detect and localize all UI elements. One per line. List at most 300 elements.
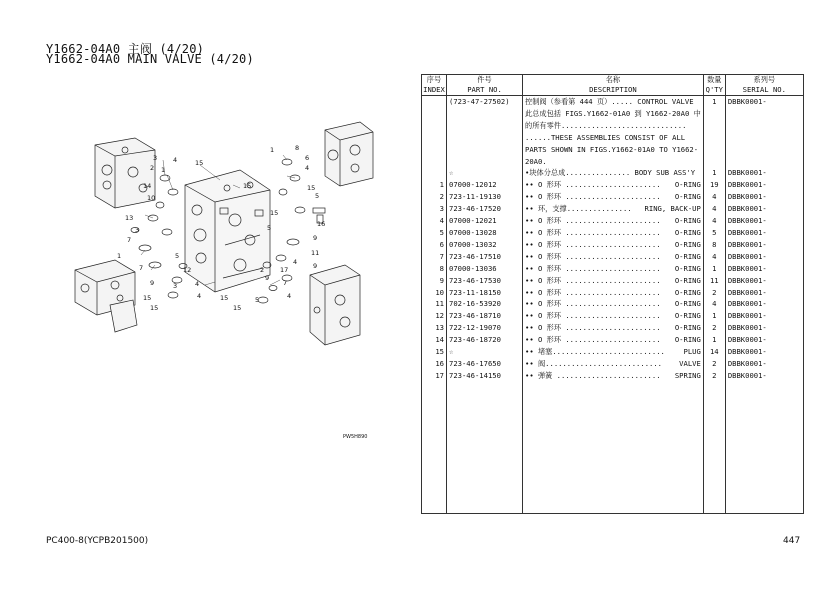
cell-index [422,394,447,406]
table-row [422,239,804,251]
cell-qty [703,489,725,501]
cell-description [523,501,704,513]
col-header-index: 序号 INDEX [423,75,445,94]
svg-text:12: 12 [183,266,192,274]
cell-part-no [447,441,523,453]
cell-qty: 2 [703,287,725,299]
cell-part-no: 723-46-18710 [447,310,523,322]
description-text: •• O 形环 ...................... [525,216,661,226]
cell-index [422,453,447,465]
description-text: 此总成包括 FIGS.Y1662-01A0 到 Y1662-20A0 中 [525,108,701,118]
table-header-row [422,75,804,96]
table-row [422,179,804,191]
svg-text:4: 4 [195,280,200,288]
cell-index: 15 [422,346,447,358]
cell-qty [703,441,725,453]
exploded-parts-diagram [55,100,375,460]
svg-text:14: 14 [143,182,152,190]
table-row [422,382,804,394]
col-header-qty: 数量 Q'TY [703,75,725,96]
description-english: O-RING [674,227,701,237]
description-text: •• 阀........................... [525,358,663,368]
cell-description [523,263,704,275]
cell-part-no: 722-12-19070 [447,322,523,334]
cell-serial-no [725,441,803,453]
cell-description [523,358,704,370]
cell-description [523,394,704,406]
svg-text:4: 4 [287,292,292,300]
cell-serial-no [725,406,803,418]
description-text: •• O 形环 ...................... [525,335,661,345]
cell-part-no: 723-46-18720 [447,334,523,346]
cell-serial-no [725,465,803,477]
table-row [422,346,804,358]
cell-description [523,132,704,144]
cell-part-no [447,156,523,168]
svg-text:3: 3 [153,154,158,162]
cell-index [422,156,447,168]
cell-qty: 1 [703,310,725,322]
svg-text:16: 16 [317,220,326,228]
table-row [422,120,804,132]
cell-qty [703,429,725,441]
svg-text:4: 4 [305,164,310,172]
cell-index: 3 [422,203,447,215]
col-header-serial-no: 系列号 SERIAL NO. [725,75,803,96]
svg-text:15: 15 [233,304,242,312]
cell-serial-no: DBBK0001- [725,358,803,370]
cell-description [523,453,704,465]
cell-index: 4 [422,215,447,227]
description-text: •• O 形环 ...................... [525,192,661,202]
valve-body-central [185,170,270,292]
cell-serial-no: DBBK0001- [725,287,803,299]
description-english: RING, BACK-UP [644,204,701,214]
table-row [422,251,804,263]
svg-text:1: 1 [270,146,275,154]
cell-description [523,96,704,108]
svg-text:9: 9 [150,279,155,287]
description-text: PARTS SHOWN IN FIGS.Y1662-01A0 TO Y1662- [525,144,699,154]
cell-serial-no: DBBK0001- [725,215,803,227]
cell-serial-no: DBBK0001- [725,370,803,382]
svg-text:15: 15 [150,304,159,312]
svg-text:1: 1 [161,166,166,174]
svg-text:5: 5 [175,252,180,260]
cell-part-no: 723-46-17650 [447,358,523,370]
description-text: 控制阀（参看第 444 页）..... CONTROL VALVE [525,97,694,106]
cell-part-no [447,120,523,132]
cell-qty [703,453,725,465]
page-number: 447 [783,536,801,546]
cell-index: 8 [422,263,447,275]
valve-block-lower-left [75,260,137,332]
description-english: O-RING [674,263,701,273]
cell-qty [703,108,725,120]
table-row [422,394,804,406]
cell-part-no [447,108,523,120]
cell-description [523,417,704,429]
diagram-code: PW5H890 [343,434,368,440]
cell-index [422,108,447,120]
title-chinese: Y1662-04A0 主阀 (4/20) [46,42,205,56]
cell-qty: 2 [703,322,725,334]
cell-serial-no [725,394,803,406]
cell-part-no: 07000-13036 [447,263,523,275]
description-text: •• O 形环 ...................... [525,239,661,249]
table-row [422,334,804,346]
svg-text:4: 4 [173,156,178,164]
cell-serial-no: DBBK0001- [725,334,803,346]
cell-part-no [447,406,523,418]
cell-part-no: ☆ [447,346,523,358]
cell-description [523,120,704,132]
cell-serial-no [725,144,803,156]
cell-qty: 1 [703,96,725,108]
col-header-description: 名称 DESCRIPTION [523,75,704,96]
svg-text:11: 11 [311,249,320,257]
cell-serial-no: DBBK0001- [725,298,803,310]
description-text: •• O 形环 ...................... [525,251,661,261]
table-row [422,156,804,168]
cell-serial-no: DBBK0001- [725,227,803,239]
cell-serial-no [725,156,803,168]
svg-text:15: 15 [243,182,252,190]
cell-part-no: 07000-13032 [447,239,523,251]
cell-description [523,203,704,215]
cell-serial-no: DBBK0001- [725,179,803,191]
cell-index: 16 [422,358,447,370]
cell-description [523,287,704,299]
cell-qty [703,156,725,168]
cell-description [523,298,704,310]
cell-description [523,406,704,418]
description-text: ......THESE ASSEMBLIES CONSIST OF ALL [525,132,686,142]
cell-description [523,346,704,358]
svg-text:4: 4 [197,292,202,300]
cell-part-no: 723-11-19130 [447,191,523,203]
cell-description [523,215,704,227]
cell-index [422,96,447,108]
cell-serial-no: DBBK0001- [725,322,803,334]
description-english: O-RING [674,299,701,309]
valve-block-upper-left [95,138,158,208]
cell-qty: 4 [703,298,725,310]
description-english: O-RING [674,180,701,190]
cell-qty: 1 [703,334,725,346]
description-text: •块体分总成............... BODY SUB ASS'Y [525,168,696,178]
table-row [422,501,804,513]
table-row [422,132,804,144]
cell-qty [703,477,725,489]
svg-text:1: 1 [117,252,122,260]
cell-description [523,429,704,441]
cell-part-no [447,453,523,465]
cell-description [523,167,704,179]
cell-index [422,382,447,394]
cell-qty [703,144,725,156]
table-row [422,406,804,418]
cell-index: 7 [422,251,447,263]
table-row [422,227,804,239]
cell-qty: 4 [703,203,725,215]
description-text: •• O 形环 ...................... [525,227,661,237]
cell-qty: 1 [703,263,725,275]
description-english: VALVE [679,358,701,368]
cell-part-no [447,501,523,513]
cell-part-no [447,417,523,429]
cell-serial-no: DBBK0001- [725,251,803,263]
description-text: 的所有零件............................. [525,120,687,130]
cell-serial-no [725,132,803,144]
cell-serial-no [725,453,803,465]
cell-serial-no: DBBK0001- [725,310,803,322]
cell-index [422,144,447,156]
cell-part-no: 723-46-17520 [447,203,523,215]
table-row [422,358,804,370]
cell-serial-no: DBBK0001- [725,346,803,358]
cell-index: 9 [422,275,447,287]
svg-text:15: 15 [195,159,204,167]
model-code: PC400-8(YCPB201500) [46,536,149,546]
cell-part-no: 723-11-18150 [447,287,523,299]
description-english: O-RING [674,287,701,297]
table-row [422,310,804,322]
description-english: PLUG [683,347,701,357]
valve-block-lower-right [310,265,360,345]
cell-qty: 1 [703,167,725,179]
cell-part-no [447,394,523,406]
cell-description [523,179,704,191]
cell-part-no [447,489,523,501]
cell-part-no: ☆ [447,167,523,179]
cell-description [523,334,704,346]
cell-description [523,310,704,322]
cell-description [523,370,704,382]
cell-serial-no: DBBK0001- [725,275,803,287]
cell-serial-no [725,108,803,120]
svg-text:9: 9 [313,234,318,242]
description-english: O-RING [674,335,701,345]
cell-index [422,501,447,513]
table-row [422,203,804,215]
svg-text:10: 10 [147,194,156,202]
svg-text:5: 5 [255,296,260,304]
svg-text:15: 15 [143,294,152,302]
svg-text:2: 2 [150,164,155,172]
table-row [422,275,804,287]
cell-description [523,465,704,477]
cell-qty: 2 [703,358,725,370]
cell-index: 12 [422,310,447,322]
description-english: O-RING [674,251,701,261]
cell-description [523,489,704,501]
table-row [422,191,804,203]
description-english: SPRING [674,370,701,380]
cell-description [523,227,704,239]
cell-serial-no [725,477,803,489]
cell-index: 1 [422,179,447,191]
cell-serial-no: DBBK0001- [725,239,803,251]
cell-index: 17 [422,370,447,382]
svg-text:7: 7 [139,264,144,272]
description-english: O-RING [674,216,701,226]
description-text: •• O 形环 ...................... [525,287,661,297]
cell-serial-no [725,120,803,132]
description-english: O-RING [674,192,701,202]
cell-index: 5 [422,227,447,239]
cell-qty [703,132,725,144]
table-row [422,322,804,334]
description-english: O-RING [674,323,701,333]
cell-index [422,417,447,429]
svg-text:3: 3 [135,226,140,234]
cell-description [523,322,704,334]
svg-text:7: 7 [283,279,288,287]
cell-index [422,120,447,132]
svg-text:15: 15 [270,209,279,217]
cell-description [523,382,704,394]
cell-qty: 14 [703,346,725,358]
table-row [422,215,804,227]
svg-text:15: 15 [307,184,316,192]
table-row [422,96,804,108]
cell-qty [703,501,725,513]
cell-qty [703,406,725,418]
cell-part-no [447,144,523,156]
cell-index: 2 [422,191,447,203]
cell-description [523,156,704,168]
cell-description [523,108,704,120]
cell-serial-no: DBBK0001- [725,191,803,203]
description-text: •• O 形环 ...................... [525,323,661,333]
cell-qty [703,120,725,132]
cell-part-no [447,132,523,144]
cell-index [422,441,447,453]
parts-table [421,74,804,514]
svg-text:7: 7 [127,236,132,244]
cell-index: 11 [422,298,447,310]
valve-block-upper-right [325,122,373,186]
table-row [422,298,804,310]
table-row [422,441,804,453]
cell-serial-no [725,382,803,394]
table-row [422,477,804,489]
svg-text:15: 15 [220,294,229,302]
cell-description [523,239,704,251]
description-english: O-RING [674,239,701,249]
table-row [422,287,804,299]
description-text: •• 环，支撑............... [525,204,632,214]
table-row [422,417,804,429]
col-header-part-no: 件号 PART NO. [447,75,523,96]
cell-description [523,191,704,203]
cell-part-no: 07000-12012 [447,179,523,191]
cell-part-no: 07000-13028 [447,227,523,239]
cell-part-no: 702-16-53920 [447,298,523,310]
cell-part-no: 723-46-14150 [447,370,523,382]
cell-index: 14 [422,334,447,346]
description-text: •• 堵塞.......................... [525,347,665,357]
cell-part-no [447,465,523,477]
svg-text:3: 3 [173,282,178,290]
cell-part-no: 723-46-17530 [447,275,523,287]
svg-text:5: 5 [315,192,320,200]
cell-qty: 5 [703,227,725,239]
table-row [422,429,804,441]
cell-description [523,477,704,489]
table-row [422,453,804,465]
svg-text:13: 13 [125,214,134,222]
description-text: •• 弹簧 ........................ [525,370,661,380]
svg-text:9: 9 [265,274,270,282]
cell-qty: 19 [703,179,725,191]
cell-qty [703,382,725,394]
cell-part-no [447,477,523,489]
cell-serial-no: DBBK0001- [725,263,803,275]
description-english: O-RING [674,275,701,285]
svg-text:9: 9 [313,262,318,270]
table-row [422,167,804,179]
description-text: •• O 形环 ...................... [525,311,661,321]
description-english: O-RING [674,311,701,321]
cell-serial-no: DBBK0001- [725,203,803,215]
cell-part-no: 07000-12021 [447,215,523,227]
cell-index: 13 [422,322,447,334]
cell-qty [703,394,725,406]
title-english: Y1662-04A0 MAIN VALVE (4/20) [46,52,254,66]
cell-qty: 4 [703,251,725,263]
description-text: •• O 形环 ...................... [525,180,661,190]
table-row [422,489,804,501]
cell-qty: 11 [703,275,725,287]
cell-description [523,144,704,156]
svg-text:4: 4 [293,258,298,266]
table-row [422,465,804,477]
cell-index [422,429,447,441]
cell-serial-no: DBBK0001- [725,96,803,108]
cell-part-no: 723-46-17510 [447,251,523,263]
cell-qty: 8 [703,239,725,251]
description-text: •• O 形环 ...................... [525,263,661,273]
cell-part-no: (723-47-27502) [447,96,523,108]
cell-serial-no: DBBK0001- [725,167,803,179]
svg-text:17: 17 [280,266,289,274]
description-text: 20A0. [525,156,547,166]
cell-qty [703,465,725,477]
cell-qty: 4 [703,191,725,203]
svg-text:2: 2 [260,266,265,274]
cell-part-no [447,382,523,394]
cell-serial-no [725,501,803,513]
cell-index [422,489,447,501]
cell-description [523,275,704,287]
table-row [422,108,804,120]
cell-index: 10 [422,287,447,299]
cell-index [422,132,447,144]
cell-index [422,477,447,489]
description-text: •• O 形环 ...................... [525,299,661,309]
cell-index: 6 [422,239,447,251]
description-text: •• O 形环 ...................... [525,275,661,285]
cell-index [422,465,447,477]
cell-serial-no [725,489,803,501]
cell-part-no [447,429,523,441]
svg-text:6: 6 [305,154,310,162]
cell-qty: 2 [703,370,725,382]
cell-description [523,251,704,263]
cell-qty [703,417,725,429]
